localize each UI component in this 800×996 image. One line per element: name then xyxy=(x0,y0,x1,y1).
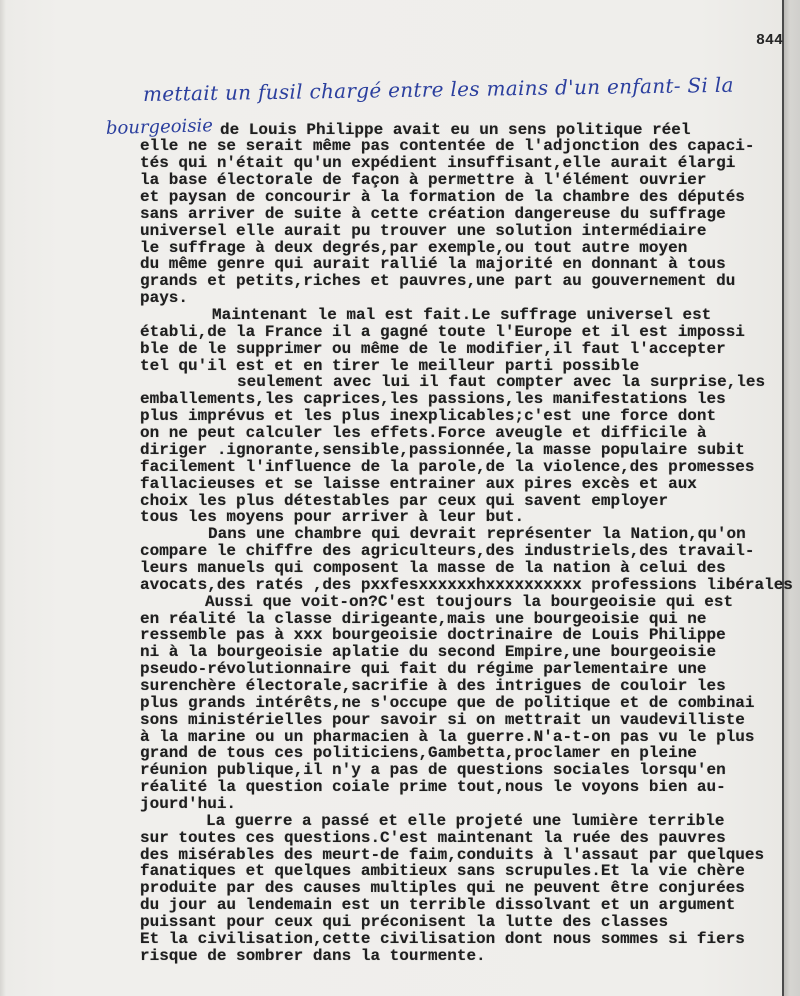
text-line: réalité la question coiale prime tout,nous le voyons bien au- xyxy=(140,778,726,797)
handwritten-margin-word: bourgeoisie xyxy=(105,115,214,139)
text-line: universel elle aurait pu trouver une solution intermédiaire xyxy=(140,221,707,240)
text-line: on ne peut calculer les effets.Force aveugle et difficile à xyxy=(140,424,707,443)
paragraph-start-line: La guerre a passé et elle projeté une lumière terrible xyxy=(206,811,725,830)
text-line: Et la civilisation,cette civilisation dont nous sommes si fiers xyxy=(140,929,745,948)
text-line: avocats,des ratés ,des pxxfesxxxxxxhxxxxxxxxxx professions libérales xyxy=(140,575,793,594)
text-line: risque de sombrer dans la tourmente. xyxy=(140,946,486,965)
text-line: puissant pour ceux qui préconisent la lutte des classes xyxy=(140,912,669,931)
text-line: produite par des causes multiples qui ne peuvent être conjurées xyxy=(140,879,745,898)
text-line: réunion publique,il n'y a pas de questions sociales lorsqu'en xyxy=(140,761,726,780)
text-line: elle ne se serait même pas contentée de l'adjonction des capaci- xyxy=(140,137,755,156)
text-line: fanatiques et quelques ambitieux sans scrupules.Et la vie chère xyxy=(140,862,745,881)
text-line: et paysan de concourir à la formation de la chambre des députés xyxy=(140,188,745,207)
text-line: de Louis Philippe avait eu un sens politique réel xyxy=(220,120,691,139)
text-line: fallacieuses et se laisse entrainer aux pires excès et aux xyxy=(140,474,697,493)
text-line: tel qu'il est et en tirer le meilleur parti possible xyxy=(140,356,640,375)
text-line: plus imprévus et les plus inexplicables;c'est une force dont xyxy=(140,407,717,426)
text-line: établi,de la France il a gagné toute l'Europe et il est impossi xyxy=(140,322,745,341)
text-line: en réalité la classe dirigeante,mais une bourgeoisie qui ne xyxy=(140,609,707,628)
text-line: plus grands intérêts,ne s'occupe que de politique et de combinai xyxy=(140,693,755,712)
text-line: leurs manuels qui composent la masse de la nation à celui des xyxy=(140,558,726,577)
text-line: des misérables des meurt-de faim,conduits à l'assaut par quelques xyxy=(140,845,765,864)
text-line: compare le chiffre des agriculteurs,des industriels,des travail- xyxy=(140,542,755,561)
text-line: grands et petits,riches et pauvres,une part au gouvernement du xyxy=(140,272,736,291)
text-line: tés qui n'était qu'un expédient insuffisant,elle aurait élargi xyxy=(140,154,736,173)
page-number: 844 xyxy=(756,32,784,49)
text-line: sons ministérielles pour savoir si on mettrait un vaudevilliste xyxy=(140,710,745,729)
text-line: sur toutes ces questions.C'est maintenant la ruée des pauvres xyxy=(140,828,726,847)
paragraph-start-line: Aussi que voit-on?C'est toujours la bourgeoisie qui est xyxy=(205,592,734,611)
text-line: choix les plus détestables par ceux qui savent employer xyxy=(140,491,669,510)
text-line: grand de tous ces politiciens,Gambetta,proclamer en pleine xyxy=(140,744,697,763)
handwritten-insertion: mettait un fusil chargé entre les mains d'un enfant- Si la xyxy=(142,72,734,106)
text-line: surenchère électorale,sacrifie à des intrigues de couloir les xyxy=(140,676,726,695)
text-line: tous les moyens pour arriver à leur but. xyxy=(140,508,525,527)
text-line: ressemble pas à xxx bourgeoisie doctrinaire de Louis Philippe xyxy=(140,626,726,645)
text-line: pseudo-révolutionnaire qui fait du régime parlementaire une xyxy=(140,660,707,679)
text-line: facilement l'influence de la parole,de la violence,des promesses xyxy=(140,457,755,476)
typed-text-body xyxy=(140,122,795,965)
text-line: à la marine ou un pharmacien à la guerre.N'a-t-on pas vu le plus xyxy=(140,727,755,746)
text-line: ni à la bourgeoisie aplatie du second Empire,une bourgeoisie xyxy=(140,643,717,662)
text-line: du même genre qui aurait rallié la majorité en donnant à tous xyxy=(140,255,726,274)
text-line: jourd'hui. xyxy=(140,794,237,813)
paragraph-start-line: Dans une chambre qui devrait représenter la Nation,qu'on xyxy=(208,525,746,544)
text-line: le suffrage à deux degrés,par exemple,ou tout autre moyen xyxy=(140,238,688,257)
text-line: ble de le supprimer ou même de le modifier,il faut l'accepter xyxy=(140,339,726,358)
text-line: pays. xyxy=(140,289,189,308)
text-line: la base électorale de façon à permettre à l'élément ouvrier xyxy=(140,171,707,190)
text-line: diriger .ignorante,sensible,passionnée,la masse populaire subit xyxy=(140,440,745,459)
text-line: du jour au lendemain est un terrible dissolvant et un argument xyxy=(140,896,736,915)
paragraph-start-line: seulement avec lui il faut compter avec la surprise,les xyxy=(237,373,766,392)
text-line: emballements,les caprices,les passions,les manifestations les xyxy=(140,390,726,409)
paragraph-start-line: Maintenant le mal est fait.Le suffrage universel est xyxy=(212,306,712,325)
text-line: sans arriver de suite à cette création dangereuse du suffrage xyxy=(140,204,726,223)
